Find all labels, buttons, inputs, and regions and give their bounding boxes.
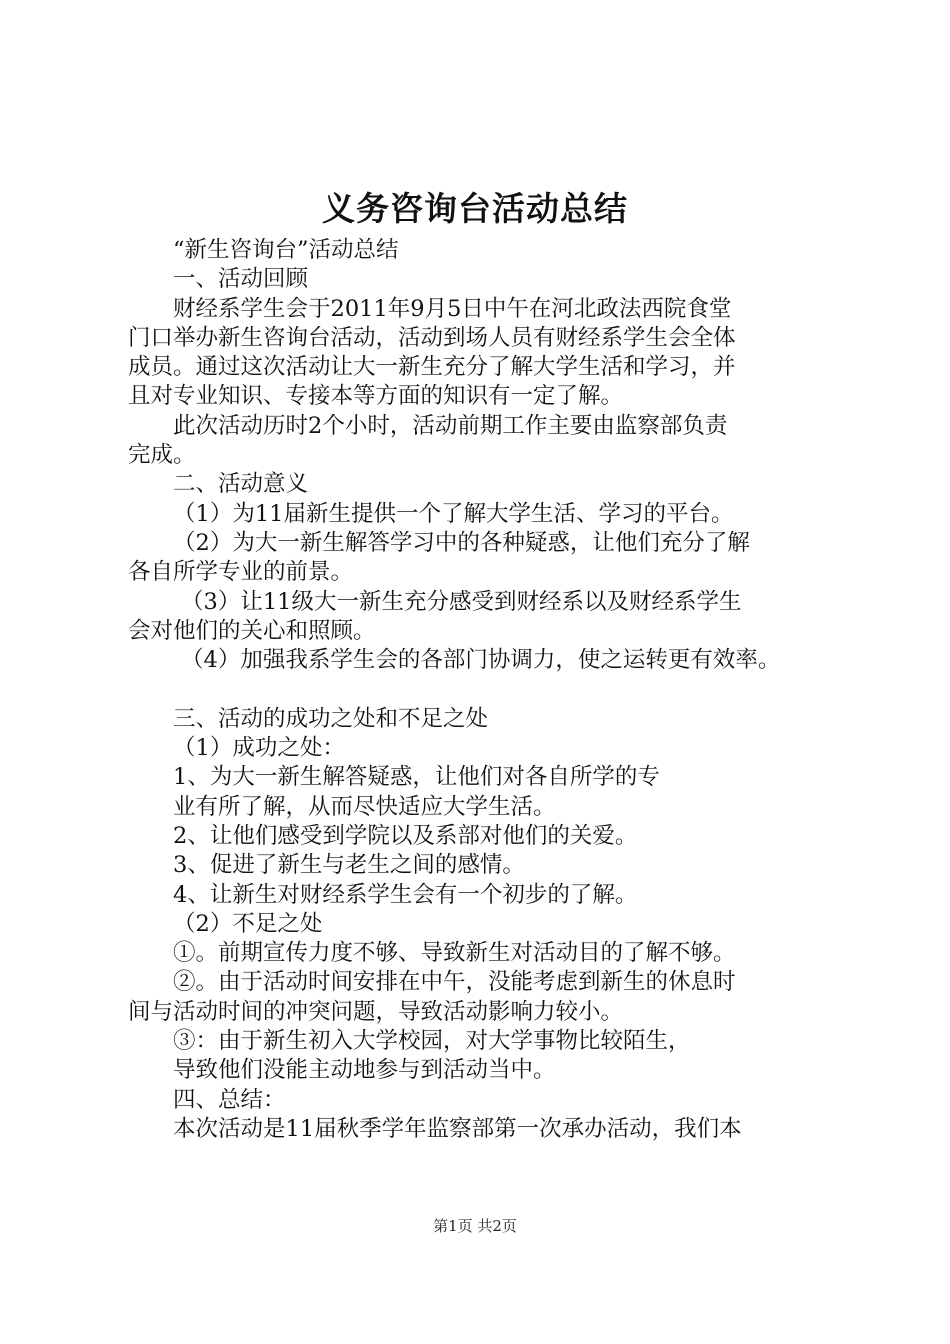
document-body [128, 236, 833, 1144]
list-item: （3）让11级大一新生充分感受到财经系以及财经系学生 [181, 588, 742, 615]
section-heading: 二、活动意义 [173, 471, 309, 498]
paragraph-line: 财经系学生会于2011年9月5日中午在河北政法西院食堂 [173, 295, 732, 322]
list-item: 4、让新生对财经系学生会有一个初步的了解。 [173, 881, 638, 908]
list-item: ②。由于活动时间安排在中午，没能考虑到新生的休息时 [173, 969, 736, 996]
list-item: （2）为大一新生解答学习中的各种疑惑，让他们充分了解 [173, 529, 750, 556]
paragraph-line: 此次活动历时2个小时，活动前期工作主要由监察部负责 [173, 412, 728, 439]
section-heading: 三、活动的成功之处和不足之处 [173, 705, 489, 732]
list-item-continuation: 间与活动时间的冲突问题，导致活动影响力较小。 [128, 998, 624, 1025]
paragraph-line: 门口举办新生咨询台活动，活动到场人员有财经系学生会全体 [128, 324, 736, 351]
section-heading: 四、总结： [173, 1086, 286, 1113]
list-item: ③：由于新生初入大学校园，对大学事物比较陌生， [173, 1028, 691, 1055]
list-item-continuation: 各自所学专业的前景。 [128, 559, 354, 586]
list-item: （1）为11届新生提供一个了解大学生活、学习的平台。 [173, 500, 734, 527]
list-item-continuation: 会对他们的关心和照顾。 [128, 617, 376, 644]
paragraph-line: 完成。 [128, 442, 196, 469]
blank-line [128, 675, 833, 704]
paragraph-line: 且对专业知识、专接本等方面的知识有一定了解。 [128, 383, 624, 410]
list-item-continuation: 导致他们没能主动地参与到活动当中。 [173, 1057, 556, 1084]
list-item: 3、促进了新生与老生之间的感情。 [173, 852, 525, 879]
paragraph-line: 成员。通过这次活动让大一新生充分了解大学生活和学习，并 [128, 354, 736, 381]
document-title: 义务咨询台活动总结 [322, 189, 628, 228]
subtitle-line: “新生咨询台”活动总结 [173, 237, 399, 263]
list-item-continuation: 业有所了解，从而尽快适应大学生活。 [173, 793, 556, 820]
paragraph-line: 本次活动是11届秋季学年监察部第一次承办活动，我们本 [173, 1115, 742, 1142]
list-item: ①。前期宣传力度不够、导致新生对活动目的了解不够。 [173, 940, 736, 967]
subsection-heading: （2）不足之处 [173, 910, 323, 937]
section-heading: 一、活动回顾 [173, 266, 309, 293]
subsection-heading: （1）成功之处： [173, 735, 345, 762]
page-number-footer: 第1页 共2页 [433, 1217, 517, 1235]
list-item: （4）加强我系学生会的各部门协调力，使之运转更有效率。 [181, 647, 781, 674]
list-item: 1、为大一新生解答疑惑，让他们对各自所学的专 [173, 764, 660, 791]
list-item: 2、让他们感受到学院以及系部对他们的关爱。 [173, 822, 638, 849]
